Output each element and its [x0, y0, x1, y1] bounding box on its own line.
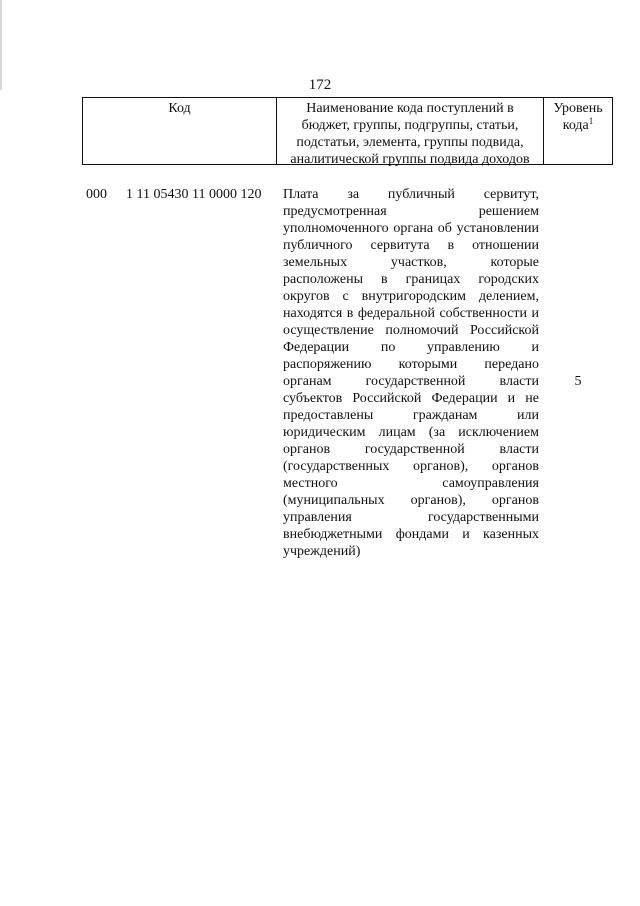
header-name-label: Наименование кода поступлений в бюджет, группы, подгруппы, статьи, подстатьи, элемента, группы подвида, аналитической группы подвида доходов: [290, 101, 530, 167]
page-number: 172: [308, 77, 332, 93]
row-revenue-code: 1 11 05430 11 0000 120: [126, 187, 262, 202]
header-name-cell: [277, 98, 544, 167]
header-code-cell: [83, 98, 277, 164]
header-level-footnote: 1: [588, 116, 594, 126]
row-admin-code: 000: [86, 187, 107, 202]
header-level-cell: [544, 98, 612, 164]
header-code-label: Код: [168, 101, 191, 116]
row-level: 5: [574, 374, 582, 389]
row-name: Плата за публичный сервитут, предусмотренная решением уполномоченного органа об установлении публичного сервитута в отношении земельных участков, которые расположены в границах городских округов с внутригородским делением, находятся в федеральной собственности и осуществление полномочий Российской Федерации по управлению и распоряжению которыми передано органам государственной власти субъектов Российской Федерации и не предоставлены гражданам или юридическим лицам (за исключением органов государственной власти (государственных органов), органов местного самоуправления (муниципальных органов), органов управления государственными внебюджетными фондами и казенных учреждений): [283, 187, 539, 559]
header-level-label: Уровень кода: [553, 101, 603, 133]
table-header: [82, 97, 613, 165]
